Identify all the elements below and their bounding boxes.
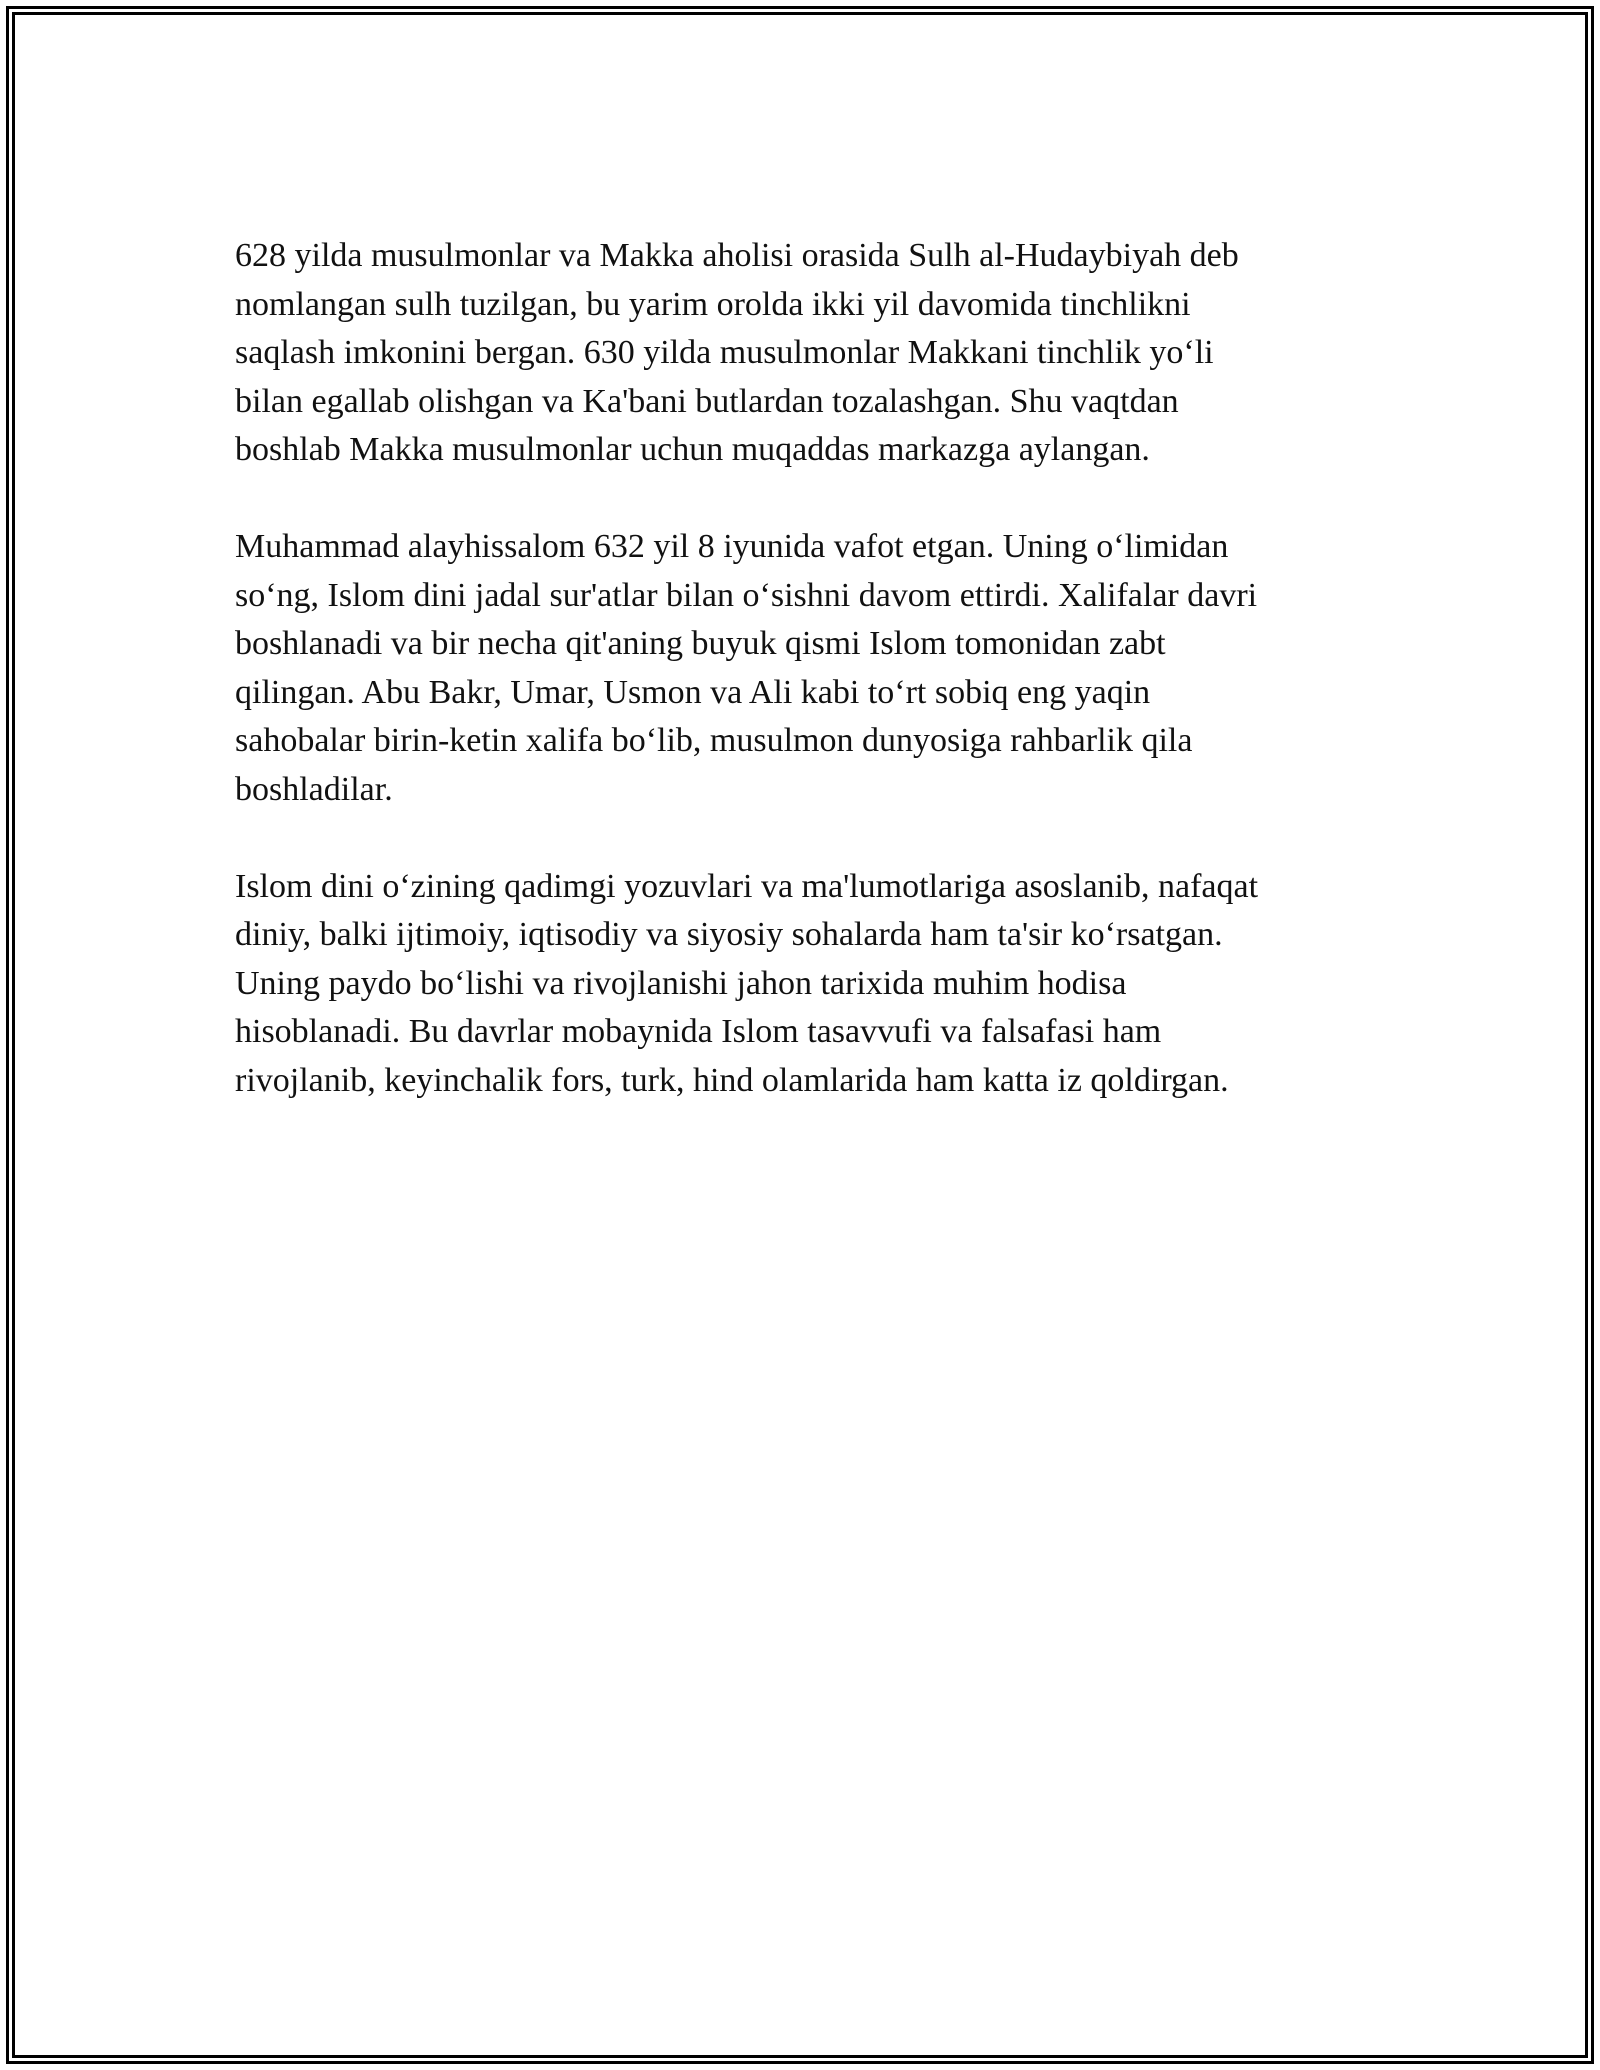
text-line: bilan egallab olishgan va Ka'bani butlardan tozalashgan. Shu vaqtdan [235,382,1179,420]
text-line: nomlangan sulh tuzilgan, bu yarim orolda ikki yil davomida tinchlikni [235,285,1191,323]
text-line: diniy, balki ijtimoiy, iqtisodiy va siyosiy sohalarda ham ta'sir ko‘rsatgan. [235,916,1223,953]
text-line: Muhammad alayhissalom 632 yil 8 iyunida vafot etgan. Uning o‘limidan [235,528,1229,565]
text-line: saqlash imkonini bergan. 630 yilda musulmonlar Makkani tinchlik yo‘li [235,334,1214,371]
document-body [235,232,1385,1154]
text-line: so‘ng, Islom dini jadal sur'atlar bilan o‘sishni davom ettirdi. Xalifalar davri [235,576,1258,614]
text-line: boshlab Makka musulmonlar uchun muqaddas markazga aylangan. [235,431,1150,468]
text-line: Islom dini o‘zining qadimgi yozuvlari va ma'lumotlariga asoslanib, nafaqat [235,867,1259,905]
paragraph-2 [235,523,1385,814]
paragraph-3 [235,863,1385,1106]
paragraph-1 [235,232,1385,475]
text-line: rivojlanib, keyinchalik fors, turk, hind olamlarida ham katta iz qoldirgan. [235,1061,1229,1099]
text-line: sahobalar birin-ketin xalifa bo‘lib, musulmon dunyosiga rahbarlik qila [235,722,1193,759]
text-line: Uning paydo bo‘lishi va rivojlanishi jahon tarixida muhim hodisa [235,964,1127,1002]
text-line: qilingan. Abu Bakr, Umar, Usmon va Ali kabi to‘rt sobiq eng yaqin [235,673,1151,711]
text-line: boshlanadi va bir necha qit'aning buyuk qismi Islom tomonidan zabt [235,625,1166,662]
text-line: 628 yilda musulmonlar va Makka aholisi orasida Sulh al-Hudaybiyah deb [235,237,1239,274]
text-line: boshladilar. [235,770,393,808]
text-line: hisoblanadi. Bu davrlar mobaynida Islom tasavvufi va falsafasi ham [235,1013,1162,1050]
